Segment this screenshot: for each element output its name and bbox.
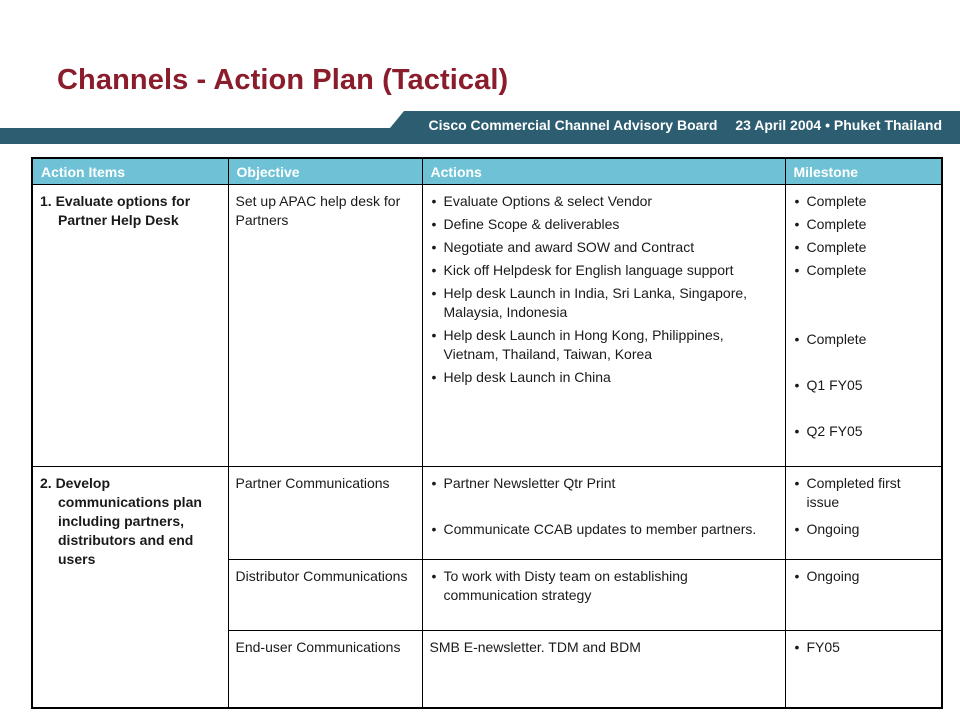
milestone-cell — [785, 184, 942, 466]
list-item: • Ongoing — [793, 520, 935, 539]
actions-list — [430, 474, 778, 539]
actions-list — [430, 192, 778, 387]
list-item: • Completed first issue — [793, 474, 935, 512]
actions-cell — [422, 466, 785, 559]
list-item: • Help desk Launch in China — [430, 368, 778, 387]
objective-text: Distributor Communications — [235, 567, 408, 584]
milestone-list — [793, 474, 935, 539]
banner-text — [415, 117, 942, 133]
list-item: • Complete — [793, 261, 935, 280]
actions-cell — [422, 184, 785, 466]
list-item: • To work with Disty team on establishing communication strategy — [430, 567, 778, 605]
action-item-title: 2. Develop communications plan including partners, distributors and end users — [40, 474, 202, 567]
milestone-list — [793, 192, 935, 441]
objective-cell — [228, 559, 422, 630]
objective-cell — [228, 184, 422, 466]
list-item: • Complete — [793, 238, 935, 257]
list-item: • Complete — [793, 215, 935, 234]
header-milestone: Milestone — [785, 158, 942, 184]
list-item: • Negotiate and award SOW and Contract — [430, 238, 778, 257]
list-item: • Ongoing — [793, 567, 935, 586]
objective-text: Partner Communications — [235, 474, 390, 491]
list-item: • Communicate CCAB updates to member partners. — [430, 520, 778, 539]
actions-list — [430, 567, 778, 605]
milestone-list — [793, 638, 935, 657]
list-item: • Kick off Helpdesk for English language support — [430, 261, 778, 280]
banner-org: Cisco Commercial Channel Advisory Board — [428, 117, 718, 133]
action-plan-table — [31, 157, 943, 709]
banner-event: 23 April 2004 • Phuket Thailand — [735, 117, 942, 133]
objective-cell — [228, 466, 422, 559]
list-item: • Help desk Launch in India, Sri Lanka, Singapore, Malaysia, Indonesia — [430, 284, 778, 322]
actions-text: SMB E-newsletter. TDM and BDM — [429, 638, 641, 655]
actions-cell — [422, 559, 785, 630]
milestone-list — [793, 567, 935, 586]
action-item-cell — [32, 466, 228, 708]
list-item: • Q2 FY05 — [793, 422, 935, 441]
list-item: • FY05 — [793, 638, 935, 657]
header-actions: Actions — [422, 158, 785, 184]
objective-text: Set up APAC help desk for Partners — [235, 192, 401, 228]
milestone-cell — [785, 466, 942, 559]
header-objective: Objective — [228, 158, 422, 184]
list-item: • Partner Newsletter Qtr Print — [430, 474, 778, 493]
list-item: • Help desk Launch in Hong Kong, Philippines, Vietnam, Thailand, Taiwan, Korea — [430, 326, 778, 364]
action-item-title: 1. Evaluate options for Partner Help Desk — [40, 192, 191, 228]
table-header-row — [32, 158, 942, 184]
list-item: • Define Scope & deliverables — [430, 215, 778, 234]
objective-text: End-user Communications — [235, 638, 401, 655]
action-item-cell — [32, 184, 228, 466]
table-row — [32, 184, 942, 466]
milestone-cell — [785, 630, 942, 708]
actions-cell — [422, 630, 785, 708]
list-item: • Complete — [793, 330, 935, 349]
list-item: • Complete — [793, 192, 935, 211]
list-item: • Evaluate Options & select Vendor — [430, 192, 778, 211]
list-item: • Q1 FY05 — [793, 376, 935, 395]
page-title: Channels - Action Plan (Tactical) — [57, 64, 509, 96]
milestone-cell — [785, 559, 942, 630]
header-action-items: Action Items — [32, 158, 228, 184]
objective-cell — [228, 630, 422, 708]
header-banner — [0, 107, 960, 147]
table-row — [32, 466, 942, 559]
